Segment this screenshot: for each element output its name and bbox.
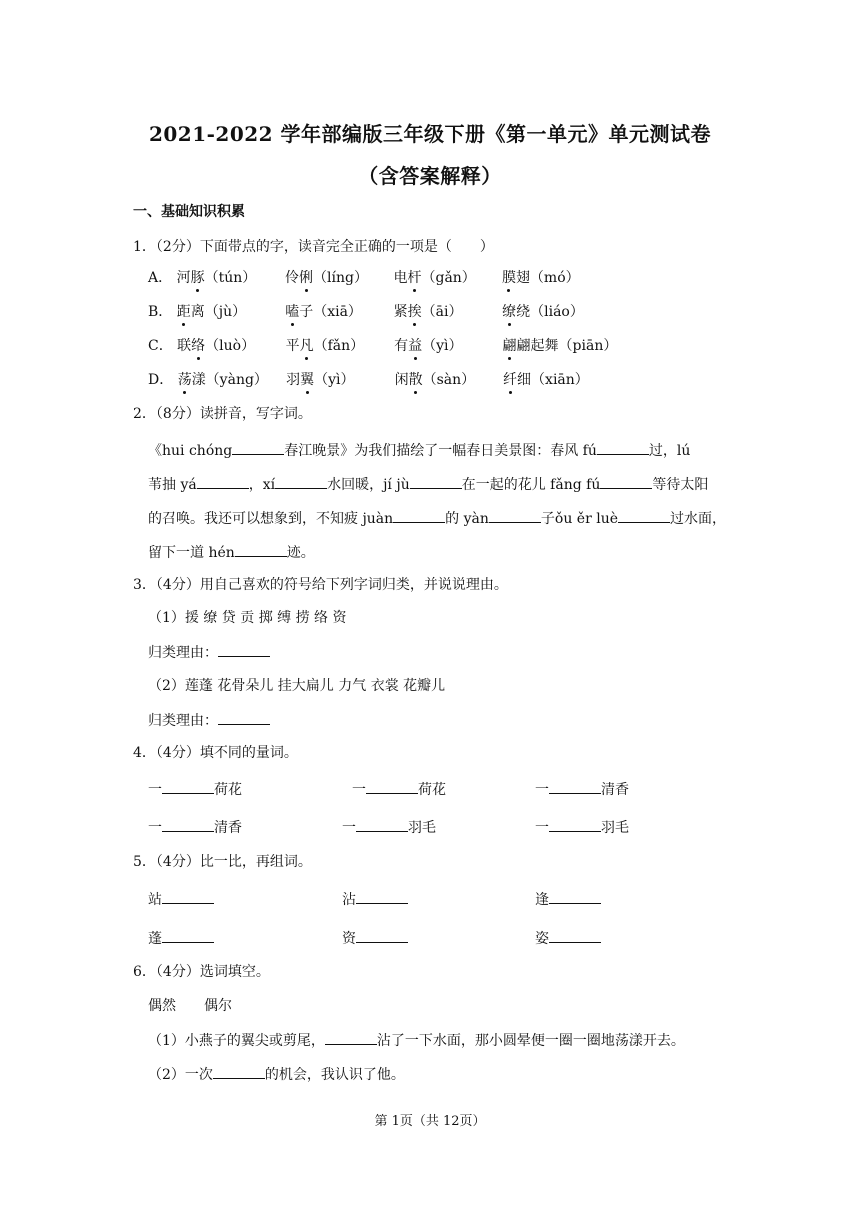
question-1-stem: 1．（2分）下面带点的字，读音完全正确的一项是（ ）	[133, 239, 494, 255]
answer-blank[interactable]	[549, 817, 601, 832]
q2-line-3: 的召唤。我还可以想象到，不知疲 juàn 的 yàn 子ǒu ěr luè 过水面，	[148, 508, 726, 529]
answer-blank[interactable]	[356, 817, 408, 832]
q5-item: 沾	[342, 889, 408, 910]
q1-option-b: B． 距离（jù） 嗑子（xiā） 紧挨（āi） 缭绕（liáo）	[148, 304, 584, 320]
q5-item: 蓬	[148, 928, 214, 949]
q2-line-2: 苇抽 yá ，xí 水回暖，jí jù 在一起的花儿 fǎng fú 等待太阳	[148, 474, 708, 495]
q5-item: 站	[148, 889, 214, 910]
answer-blank[interactable]	[597, 440, 649, 455]
q5-item: 资	[342, 928, 408, 949]
answer-blank[interactable]	[549, 889, 601, 904]
q4-item: 一 清香	[148, 817, 242, 838]
answer-blank[interactable]	[549, 928, 601, 943]
answer-blank[interactable]	[197, 474, 249, 489]
answer-blank[interactable]	[218, 710, 270, 725]
option-label: C．	[148, 338, 173, 354]
q6-sentence-2: （2）一次 的机会，我认识了他。	[148, 1064, 405, 1085]
answer-blank[interactable]	[275, 474, 327, 489]
answer-blank[interactable]	[356, 928, 408, 943]
option-label: B．	[148, 304, 173, 320]
page-subtitle: （含答案解释）	[358, 164, 502, 188]
answer-blank[interactable]	[162, 928, 214, 943]
q6-word-choices: 偶然 偶尔	[148, 998, 232, 1014]
option-label: D．	[148, 372, 174, 388]
answer-blank[interactable]	[162, 889, 214, 904]
q3-reason-1: 归类理由：	[148, 642, 270, 663]
q5-item: 逢	[535, 889, 601, 910]
page-footer: 第 1页（共 12页）	[374, 1114, 486, 1129]
answer-blank[interactable]	[325, 1030, 377, 1045]
q4-item: 一 荷花	[352, 779, 446, 800]
answer-blank[interactable]	[218, 642, 270, 657]
question-2-stem: 2．（8分）读拼音，写字词。	[133, 406, 312, 422]
question-3-stem: 3．（4分）用自己喜欢的符号给下列字词归类，并说说理由。	[133, 577, 508, 593]
answer-blank[interactable]	[213, 1064, 265, 1079]
q1-option-a: A． 河豚（tún） 伶俐（líng） 电杆（gǎn） 膜翅（mó）	[148, 270, 580, 286]
q4-item: 一 荷花	[148, 779, 242, 800]
answer-blank[interactable]	[410, 474, 462, 489]
answer-blank[interactable]	[489, 508, 541, 523]
answer-blank[interactable]	[356, 889, 408, 904]
q6-sentence-1: （1）小燕子的翼尖或剪尾， 沾了一下水面，那小圆晕便一圈一圈地荡漾开去。	[148, 1030, 685, 1051]
q5-item: 姿	[535, 928, 601, 949]
q2-line-4: 留下一道 hén 迹。	[148, 542, 315, 563]
q3-part-1: （1）援 缭 贷 贡 掷 缚 捞 络 资	[148, 610, 347, 626]
question-4-stem: 4．（4分）填不同的量词。	[133, 745, 298, 761]
page-title: 2021-2022 学年部编版三年级下册《第一单元》单元测试卷	[148, 122, 712, 146]
question-6-stem: 6．（4分）选词填空。	[133, 964, 270, 980]
section-heading: 一、基础知识积累	[133, 204, 245, 220]
answer-blank[interactable]	[600, 474, 652, 489]
question-5-stem: 5．（4分）比一比，再组词。	[133, 854, 312, 870]
answer-blank[interactable]	[235, 542, 287, 557]
answer-blank[interactable]	[162, 817, 214, 832]
q1-option-d: D． 荡漾（yàng） 羽翼（yì） 闲散（sàn） 纤细（xiān）	[148, 372, 589, 388]
q4-item: 一 羽毛	[535, 817, 629, 838]
answer-blank[interactable]	[549, 779, 601, 794]
answer-blank[interactable]	[618, 508, 670, 523]
q3-reason-2: 归类理由：	[148, 710, 270, 731]
q2-line-1: 《hui chóng 春江晚景》为我们描绘了一幅春日美景图：春风 fú 过，lú	[148, 440, 690, 461]
answer-blank[interactable]	[162, 779, 214, 794]
answer-blank[interactable]	[232, 440, 284, 455]
q1-option-c: C． 联络（luò） 平凡（fǎn） 有益（yì） 翩翩起舞（piān）	[148, 338, 618, 354]
answer-blank[interactable]	[366, 779, 418, 794]
answer-blank[interactable]	[393, 508, 445, 523]
q4-item: 一 羽毛	[342, 817, 436, 838]
q3-part-2: （2）莲蓬 花骨朵儿 挂大扁儿 力气 衣裳 花瓣儿	[148, 678, 446, 694]
option-label: A．	[148, 270, 173, 286]
q4-item: 一 清香	[535, 779, 629, 800]
